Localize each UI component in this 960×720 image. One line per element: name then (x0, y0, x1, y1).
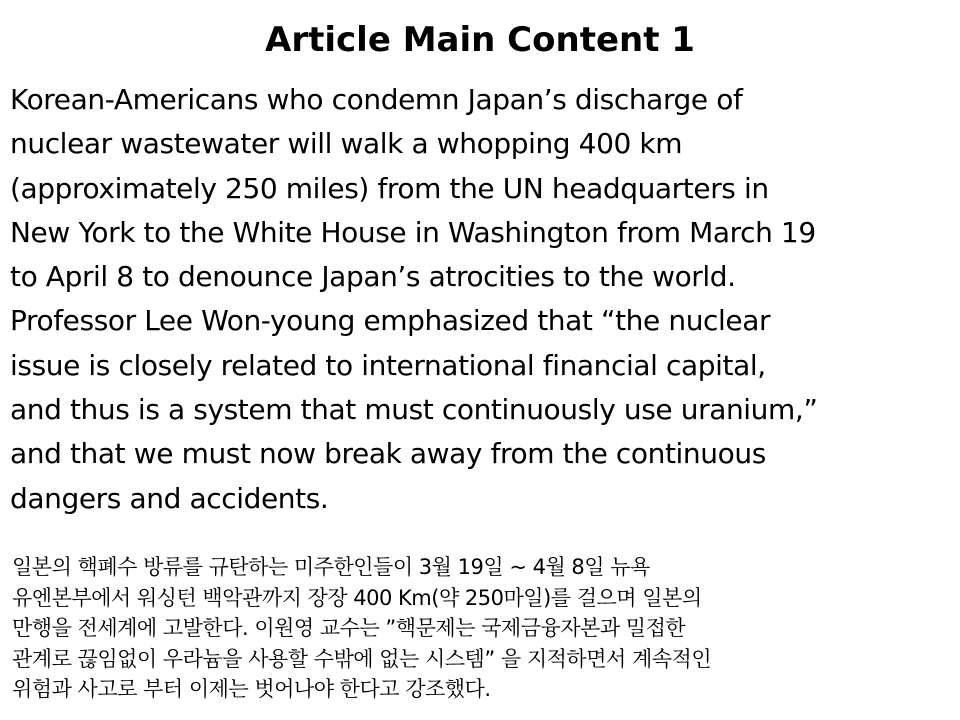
english-paragraph-line: issue is closely related to international financial capital, (10, 348, 766, 382)
english-paragraph-line: New York to the White House in Washington from March 19 (10, 215, 816, 249)
english-paragraph (10, 78, 955, 521)
english-paragraph-line: to April 8 to denounce Japan’s atrocities to the world. (10, 260, 736, 294)
english-paragraph-line: Korean-Americans who condemn Japan’s discharge of (10, 83, 743, 116)
english-paragraph-line: nuclear wastewater will walk a whopping 400 km (10, 127, 683, 161)
korean-paragraph-line: 유엔본부에서 워싱턴 백악관까지 장장 400 Km(약 250마일)를 걸으며 일본의 (12, 585, 702, 610)
korean-paragraph-line: 일본의 핵폐수 방류를 규탄하는 미주한인들이 3월 19일 ~ 4월 8일 뉴욕 (12, 555, 650, 579)
english-paragraph-line: (approximately 250 miles) from the UN headquarters in (10, 171, 769, 205)
korean-paragraph-line: 만행을 전세계에 고발한다. 이원영 교수는 ”핵문제는 국제금융자본과 밀접한 (12, 616, 686, 640)
english-paragraph-line: Professor Lee Won-young emphasized that “the nuclear (10, 304, 771, 338)
english-paragraph-line: and that we must now break away from the continuous (10, 437, 766, 471)
korean-paragraph-line: 위험과 사고로 부터 이제는 벗어나야 한다고 강조했다. (12, 677, 491, 701)
english-paragraph-line: and thus is a system that must continuously use uranium,” (10, 393, 818, 427)
korean-paragraph (12, 552, 952, 705)
article-title: Article Main Content 1 (265, 20, 695, 60)
english-paragraph-line: dangers and accidents. (10, 481, 329, 515)
korean-paragraph-line: 관계로 끊임없이 우라늄을 사용할 수밖에 없는 시스템” 을 지적하면서 계속적인 (12, 646, 712, 671)
